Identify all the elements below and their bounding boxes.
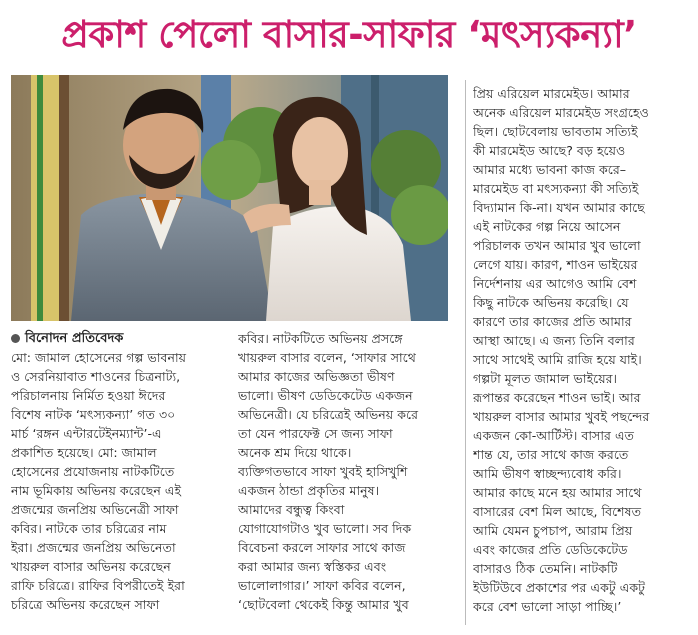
text-line: রাফি চরিত্রে। রাফির বিপরীতেই ইরা xyxy=(11,578,185,593)
text-line: খায়রুল বাসার আমার খুবই পছন্দের xyxy=(473,409,650,424)
text-line: করে বেশ ভালো সাড়া পাচ্ছি।’ xyxy=(473,599,622,614)
text-line: রূপান্তর করেছেন শাওন ভাই। আর xyxy=(473,390,641,405)
text-line: কী মারমেইড আছে? বড় হয়েও xyxy=(473,143,626,158)
text-line: ব্যক্তিগতভাবে সাফা খুবই হাসিখুশি xyxy=(238,464,408,479)
text-line: প্রজন্মের জনপ্রিয় অভিনেত্রী সাফা xyxy=(11,502,179,517)
article-column-2 xyxy=(238,329,450,614)
text-line: পরিচালক তখন আমার খুব ভালো xyxy=(473,238,641,253)
byline xyxy=(11,329,225,348)
article-photo xyxy=(11,75,448,321)
text-line: বিশেষ নাটক ‘মৎস্যকন্যা’ গত ৩০ xyxy=(11,407,176,422)
text-line: বিবেচনা করলে সাফার সাথে কাজ xyxy=(238,540,406,555)
text-line: আমি ভীষণ স্বাচ্ছন্দ্যবোধ করি। xyxy=(473,466,622,481)
text-line: মার্চ ‘রঙ্গন এন্টারটেইনম্যান্ট’-এ xyxy=(11,426,162,441)
text-line: খায়রুল বাসার বলেন, ‘সাফার সাথে xyxy=(238,350,416,365)
text-line: অনেক এরিয়েল মারমেইড সংগ্রহেও xyxy=(473,105,649,120)
text-line: ‘ছোটবেলা থেকেই কিন্তু আমার খুব xyxy=(238,597,409,612)
text-line: প্রিয় এরিয়েল মারমেইড। আমার xyxy=(473,86,630,101)
text-line: মারমেইড বা মৎস্যকন্যা কী সত্যিই xyxy=(473,181,639,196)
text-line: আমার কাছে মনে হয় আমার সাথে xyxy=(473,485,642,500)
text-line: আমি যেমন চুপচাপ, আরাম প্রিয় xyxy=(473,523,633,538)
text-line: সাথে সাথেই আমি রাজি হয়ে যাই। xyxy=(473,352,642,367)
text-line: ভালো। ভীষণ ডেডিকেটেড একজন xyxy=(238,388,413,403)
text-line: একজন কো-আর্টিস্ট। বাসার এত xyxy=(473,428,634,443)
text-line: তা যেন পারফেক্ট সে জন্য সাফা xyxy=(238,426,393,441)
column-divider xyxy=(465,80,466,625)
text-line: করা আমার জন্য স্বস্তিকর এবং xyxy=(238,559,387,574)
text-line: প্রকাশিত হয়েছে। মো: জামাল xyxy=(11,445,157,460)
text-line: কিছু নাটকে অভিনয় করেছি। যে xyxy=(473,295,629,310)
text-line: আমার মধ্যে ভাবনা কাজ করে– xyxy=(473,162,627,177)
text-line: গল্পটা মূলত জামাল ভাইয়ের। xyxy=(473,371,618,386)
text-line: নাম ভূমিকায় অভিনয় করেছেন এই xyxy=(11,483,182,498)
text-line: যোগাযোগটাও খুব ভালো। সব দিক xyxy=(238,521,412,536)
text-line: আমাদের বন্ধুত্ব কিংবা xyxy=(238,502,345,517)
text-line: চরিত্রে অভিনয় করেছেন সাফা xyxy=(11,597,160,612)
photo-of-actors-icon xyxy=(11,75,448,321)
text-line: ইউটিউবে প্রকাশের পর একটু একটু xyxy=(473,580,646,595)
text-line: কবির। নাটকে তার চরিত্রের নাম xyxy=(11,521,167,536)
article-column-3 xyxy=(473,84,689,616)
byline-text: বিনোদন প্রতিবেদক xyxy=(25,331,124,346)
text-line: ইরা। প্রজন্মের জনপ্রিয় অভিনেতা xyxy=(11,540,176,555)
text-line: এই নাটকের গল্প নিয়ে আসেন xyxy=(473,219,621,234)
text-line: নির্দেশনায় এর আগেও আমি বেশ xyxy=(473,276,637,291)
text-line: অভিনেত্রী। যে চরিত্রেই অভিনয় করে xyxy=(238,407,419,422)
text-line: আস্থা আছে। এ জন্য তিনি বলার xyxy=(473,333,635,348)
text-line: ভালোলাগার।’ সাফা কবির বলেন, xyxy=(238,578,406,593)
text-line: লেগে যায়। কারণ, শাওন ভাইয়ের xyxy=(473,257,638,272)
text-line: কারণে তার কাজের প্রতি আমার xyxy=(473,314,632,329)
text-line: পরিচালনায় নির্মিত হওয়া ঈদের xyxy=(11,388,166,403)
text-line: এবং কাজের প্রতি ডেডিকেটেড xyxy=(473,542,628,557)
text-line: বাসারের বেশ মিল আছে, বিশেষত xyxy=(473,504,642,519)
text-line: শান্ত যে, তার সাথে কাজ করতে xyxy=(473,447,629,462)
bullet-icon xyxy=(11,334,20,343)
headline: প্রকাশ পেলো বাসার-সাফার ‘মৎস্যকন্যা’ xyxy=(61,12,637,56)
text-line: কবির। নাটকটিতে অভিনয় প্রসঙ্গে xyxy=(238,331,403,346)
text-line: আমার কাজের অভিজ্ঞতা ভীষণ xyxy=(238,369,395,384)
text-line: খায়রুল বাসার অভিনয় করেছেন xyxy=(11,559,171,574)
text-line: অনেক শ্রম দিয়ে থাকে। xyxy=(238,445,352,460)
text-line: একজন ঠান্ডা প্রকৃতির মানুষ। xyxy=(238,483,380,498)
text-line: ছিল। ছোটবেলায় ভাবতাম সত্যিই xyxy=(473,124,638,139)
text-line: বিদ্যামান কি-না। যখন আমার কাছে xyxy=(473,200,645,215)
text-line: মো: জামাল হোসেনের গল্প ভাবনায় xyxy=(11,350,187,365)
text-line: বাসারও ঠিক তেমনি। নাটকটি xyxy=(473,561,618,576)
article-column-1 xyxy=(11,329,225,614)
text-line: হোসেনের প্রযোজনায় নাটকটিতে xyxy=(11,464,175,479)
text-line: ও সেরনিয়াবাত শাওনের চিত্রনাট্য, xyxy=(11,369,181,384)
